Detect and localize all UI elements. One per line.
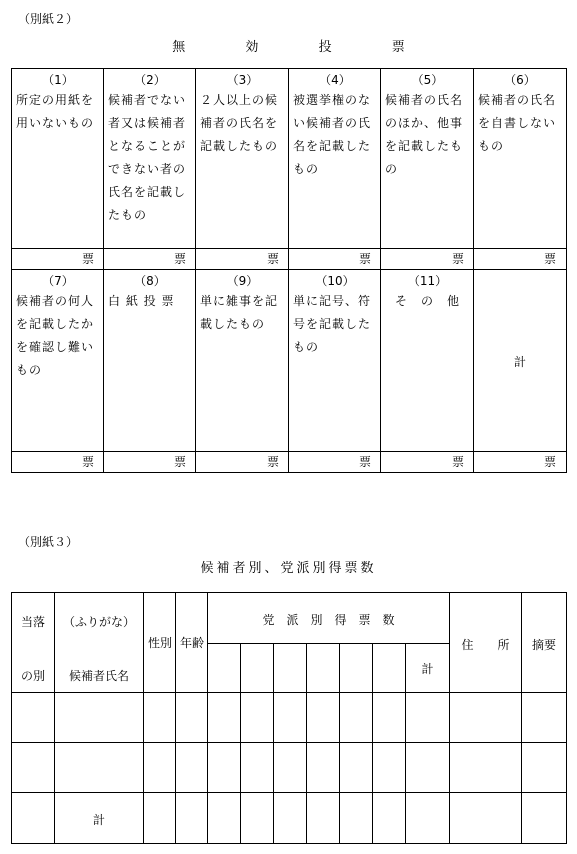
vote-unit: 票 (173, 252, 186, 266)
invalid-category-cell (289, 270, 381, 359)
vote-unit: 票 (451, 252, 464, 266)
category-number: （4） (319, 73, 351, 87)
col-divider (240, 643, 241, 843)
category-text: 単に記号、符号を記載したもの (293, 294, 372, 354)
col-divider (306, 643, 307, 843)
row-divider (12, 742, 566, 743)
category-text: 白 紙 投 票 (108, 294, 175, 308)
vote-unit: 票 (81, 252, 94, 266)
invalid-category-cell (474, 69, 566, 158)
vote-unit: 票 (451, 455, 464, 469)
header-address: 住 所 (461, 638, 510, 652)
vote-unit: 票 (358, 252, 371, 266)
category-number: （8） (134, 274, 166, 288)
vote-unit: 票 (173, 455, 186, 469)
invalid-category-cell (196, 270, 289, 336)
header-gender: 性別 (147, 636, 172, 650)
invalid-category-cell (289, 69, 381, 181)
category-number: （10） (315, 274, 355, 288)
vote-unit: 票 (543, 252, 556, 266)
vote-unit: 票 (358, 455, 371, 469)
col-divider (175, 593, 176, 843)
category-number: （9） (226, 274, 259, 288)
row-divider (12, 792, 566, 793)
header-candidate-name: 候補者氏名 (68, 669, 129, 683)
col-divider (372, 643, 373, 843)
category-text: 所定の用紙を用いないもの (16, 93, 95, 130)
row-divider (12, 692, 566, 693)
header-notes: 摘要 (531, 638, 556, 652)
col-divider (207, 593, 208, 843)
header-elected-top: 当落 (20, 615, 45, 629)
vote-unit: 票 (543, 455, 556, 469)
col-divider (339, 643, 340, 843)
invalid-category-cell (381, 270, 474, 313)
col-divider (143, 593, 144, 843)
category-number: （7） (42, 274, 74, 288)
header-age: 年齢 (179, 636, 204, 650)
invalid-category-cell (196, 69, 289, 158)
total-label: 計 (92, 813, 105, 827)
col-divider (54, 593, 55, 843)
invalid-votes-table (11, 68, 567, 473)
vote-unit: 票 (266, 252, 279, 266)
header-elected-bottom: の別 (20, 669, 45, 683)
category-number: （2） (134, 73, 166, 87)
category-number: （6） (504, 73, 536, 87)
col-divider (449, 593, 450, 843)
header-furigana: （ふりがな） (62, 615, 135, 629)
form2-title-char: 効 (245, 40, 259, 55)
category-number: （11） (407, 274, 448, 288)
form2-title-char: 投 (318, 40, 332, 55)
category-text: 被選挙権のない候補者の氏名を記載したもの (293, 93, 372, 176)
header-party-total: 計 (421, 662, 434, 676)
form3-title: 候補者別、党派別得票数 (200, 561, 377, 576)
form3-label: （別紙３） (18, 535, 79, 549)
invalid-category-cell (104, 270, 196, 313)
invalid-category-cell (104, 69, 196, 227)
form2-title-char: 無 (172, 40, 186, 55)
vote-unit: 票 (266, 455, 279, 469)
category-text: 候補者の氏名を自書しないもの (478, 93, 557, 153)
category-number: （3） (226, 73, 259, 87)
row-divider (207, 643, 449, 644)
invalid-category-cell (12, 69, 104, 135)
vote-unit: 票 (81, 455, 94, 469)
form2-label: （別紙２） (18, 12, 79, 26)
candidate-votes-table (11, 592, 567, 844)
col-divider (273, 643, 274, 843)
form2-title (0, 36, 577, 55)
category-number: （5） (411, 73, 444, 87)
category-text: そ の 他 (394, 294, 460, 308)
invalid-category-cell (12, 270, 104, 382)
category-text: 単に雑事を記載したもの (200, 294, 279, 331)
category-number: （1） (42, 73, 74, 87)
form2-title-char: 票 (391, 40, 405, 55)
category-text: 候補者の何人を記載したかを確認し難いもの (16, 294, 95, 377)
col-divider (521, 593, 522, 843)
total-label: 計 (513, 355, 526, 369)
invalid-category-cell (381, 69, 474, 181)
category-text: 候補者でない者又は候補者となることができない者の氏名を記載したもの (108, 93, 187, 222)
category-text: 候補者の氏名のほか、他事を記載したもの (385, 93, 464, 176)
category-text: ２人以上の候補者の氏名を記載したもの (200, 93, 279, 153)
header-party-votes: 党 派 別 得 票 数 (262, 613, 395, 627)
